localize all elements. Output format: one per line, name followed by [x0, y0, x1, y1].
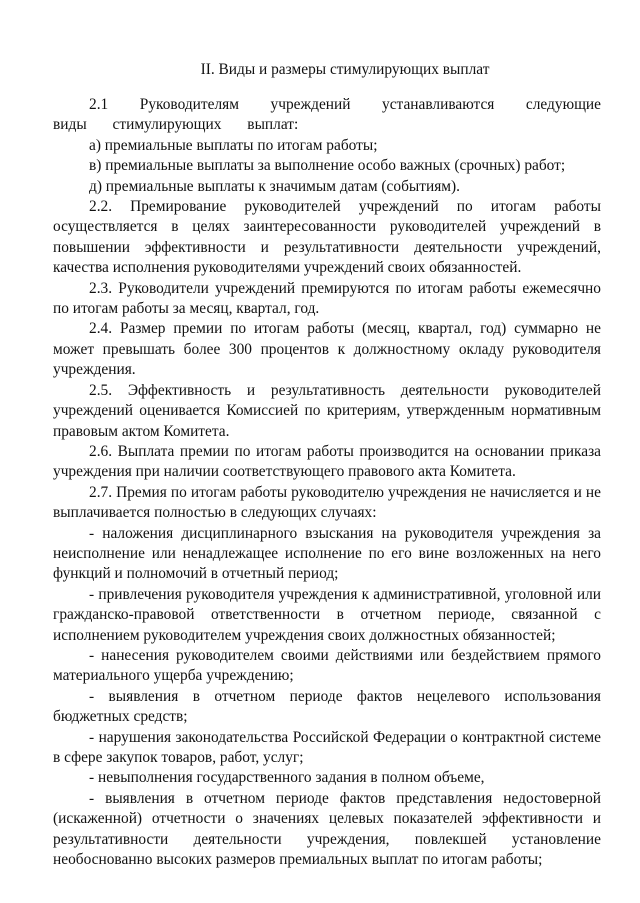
list-item-v: в) премиальные выплаты за выполнение особо важных (срочных) работ;: [89, 157, 566, 175]
section-title: II. Виды и размеры стимулирующих выплат: [200, 61, 490, 78]
paragraph-2-6: 2.6. Выплата премии по итогам работы производится на основании приказа учреждения при наличии соответствующего правового акта Комитета.: [53, 442, 601, 481]
paragraph-2-1: 2.1 Руководителям учреждений устанавливаются следующие виды стимулирующих выплат:: [53, 96, 601, 134]
dash-item-state-task: - невыполнения государственного задания в полном объеме,: [89, 769, 485, 787]
document-body: [53, 95, 601, 870]
dash-item-false-reporting: - выявления в отчетном периоде фактов представления недостоверной (искаженной) отчетности о значениях целевых показателей эффективности и результативности деятельности учреждения, повлекшей установление необоснованно высоких размеров премиальных выплат по итогам работы;: [53, 789, 601, 869]
paragraph-2-3: 2.3. Руководители учреждений премируются по итогам работы ежемесячно по итогам работы за месяц, квартал, год.: [53, 279, 601, 318]
paragraph-2-2: 2.2. Премирование руководителей учреждений по итогам работы осуществляется в целях заинтересованности руководителей учреждений в повышении эффективности и результативности деятельности учреждений, качества исполнения руководителями учреждений своих обязанностей.: [53, 198, 601, 277]
dash-item-disciplinary: - наложения дисциплинарного взыскания на руководителя учреждения за неисполнение или ненадлежащее исполнение по его вине возложенных на него функций и полномочий в отчетный период;: [53, 524, 601, 583]
paragraph-2-7: 2.7. Премия по итогам работы руководителю учреждения не начисляется и не выплачивается полностью в следующих случаях:: [53, 483, 601, 522]
dash-item-procurement: - нарушения законодательства Российской Федерации о контрактной системе в сфере закупок товаров, работ, услуг;: [53, 728, 601, 766]
list-item-a: а) премиальные выплаты по итогам работы;: [89, 136, 378, 154]
dash-item-damage: - нанесения руководителем своими действиями или бездействием прямого материального ущерба учреждению;: [53, 646, 601, 685]
dash-item-misuse: - выявления в отчетном периоде фактов нецелевого использования бюджетных средств;: [53, 687, 601, 726]
paragraph-2-4: 2.4. Размер премии по итогам работы (месяц, квартал, год) суммарно не может превышать более 300 процентов к должностному окладу руководителя учреждения.: [53, 320, 601, 379]
list-item-d: д) премиальные выплаты к значимым датам (событиям).: [89, 177, 461, 195]
paragraph-2-5: 2.5. Эффективность и результативность деятельности руководителей учреждений оценивается Комиссией по критериям, утвержденным нормативным правовым актом Комитета.: [53, 381, 601, 440]
dash-item-liability: - привлечения руководителя учреждения к административной, уголовной или гражданско-правовой ответственности в отчетном периоде, связанной с исполнением руководителем учреждения своих должностных обязанностей;: [53, 585, 601, 644]
